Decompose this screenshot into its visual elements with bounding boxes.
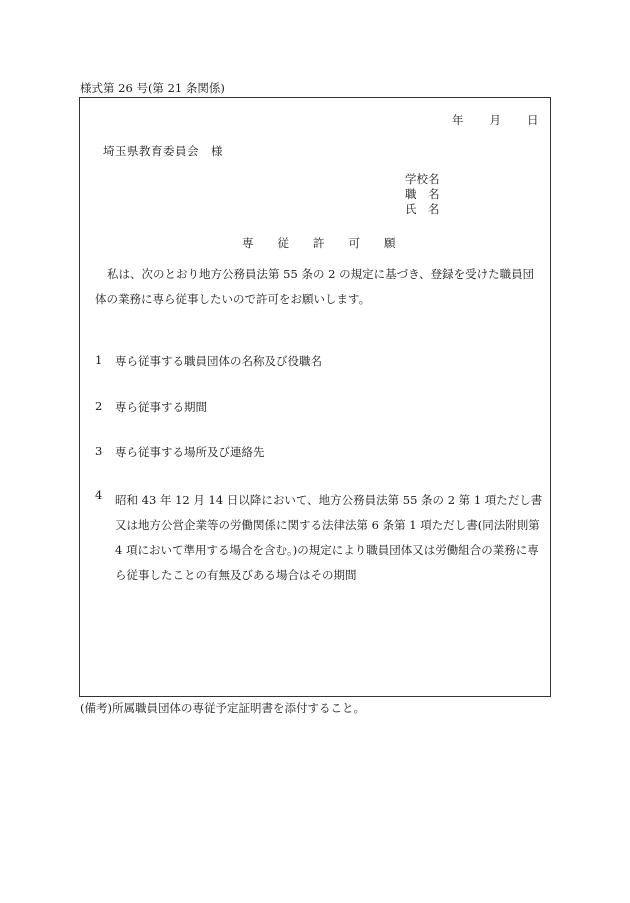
item-number: 2: [95, 399, 103, 413]
item-number: 4: [95, 488, 103, 502]
item-text: 専ら従事する職員団体の名称及び役職名: [115, 354, 322, 368]
job-title-label: 職 名: [405, 187, 440, 201]
date-month: 月: [489, 113, 501, 127]
date-day: 日: [527, 113, 539, 127]
document-title: 専従許可願: [242, 236, 420, 250]
school-name-label: 学校名: [405, 172, 440, 186]
remarks-note: (備考)所属職員団体の専従予定証明書を添付すること。: [80, 701, 365, 715]
request-body-text: 私は、次のとおり地方公務員法第 55 条の 2 の規定に基づき、登録を受けた職員団体の業務に専ら従事したいので許可をお願いします。: [95, 267, 535, 306]
applicant-block: [405, 172, 440, 217]
form-frame: [79, 97, 551, 697]
item-number: 3: [95, 444, 103, 458]
item-text: 専ら従事する期間: [115, 400, 207, 414]
date-year: 年: [452, 113, 464, 127]
item-text: 専ら従事する場所及び連絡先: [115, 445, 265, 459]
form-number-label: 様式第 26 号(第 21 条関係): [80, 81, 225, 95]
item-text: 昭和 43 年 12 月 14 日以降において、地方公務員法第 55 条の 2 第 1 項ただし書又は地方公営企業等の労働関係に関する法律法第 6 条第 1 項ただし書(同法附則第 4 項において準用する場合を含む。)の規定により職員団体又は労働組合の業務に専ら従事したことの有無及びある場合はその期間: [115, 493, 543, 582]
addressee: 埼玉県教育委員会 様: [103, 144, 223, 158]
name-label: 氏 名: [405, 202, 440, 216]
date-line: [452, 112, 539, 128]
item-number: 1: [95, 353, 103, 367]
